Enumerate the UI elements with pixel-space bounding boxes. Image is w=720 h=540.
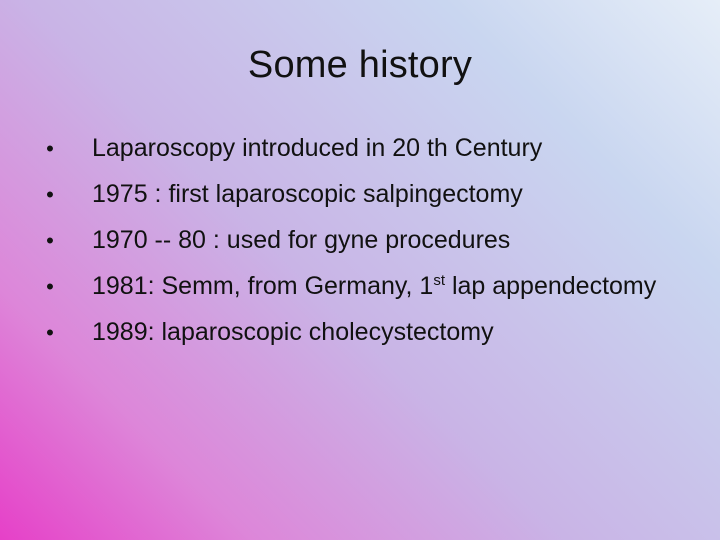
- bullet-icon: •: [46, 320, 54, 345]
- bullet-text: 1975 : first laparoscopic salpingectomy: [92, 180, 523, 208]
- slide-title: Some history: [247, 44, 473, 86]
- bullet-item: [40, 222, 660, 259]
- bullet-text: 1970 -- 80 : used for gyne procedures: [92, 226, 511, 254]
- bullet-text: 1989: laparoscopic cholecystectomy: [92, 318, 494, 346]
- bullet-list: [40, 130, 660, 360]
- bullet-text-after: lap appendectomy: [445, 272, 657, 300]
- bullet-item: [40, 268, 660, 305]
- bullet-item: [40, 314, 660, 351]
- bullet-text: [92, 272, 656, 300]
- bullet-text-before: 1981: Semm, from Germany, 1: [92, 272, 434, 300]
- bullet-item: [40, 130, 660, 167]
- bullet-icon: •: [46, 274, 54, 299]
- bullet-icon: •: [46, 182, 54, 207]
- ordinal-superscript: st: [433, 272, 445, 289]
- bullet-text: Laparoscopy introduced in 20 th Century: [92, 134, 543, 162]
- bullet-icon: •: [46, 136, 54, 161]
- bullet-icon: •: [46, 228, 54, 253]
- bullet-item: [40, 176, 660, 213]
